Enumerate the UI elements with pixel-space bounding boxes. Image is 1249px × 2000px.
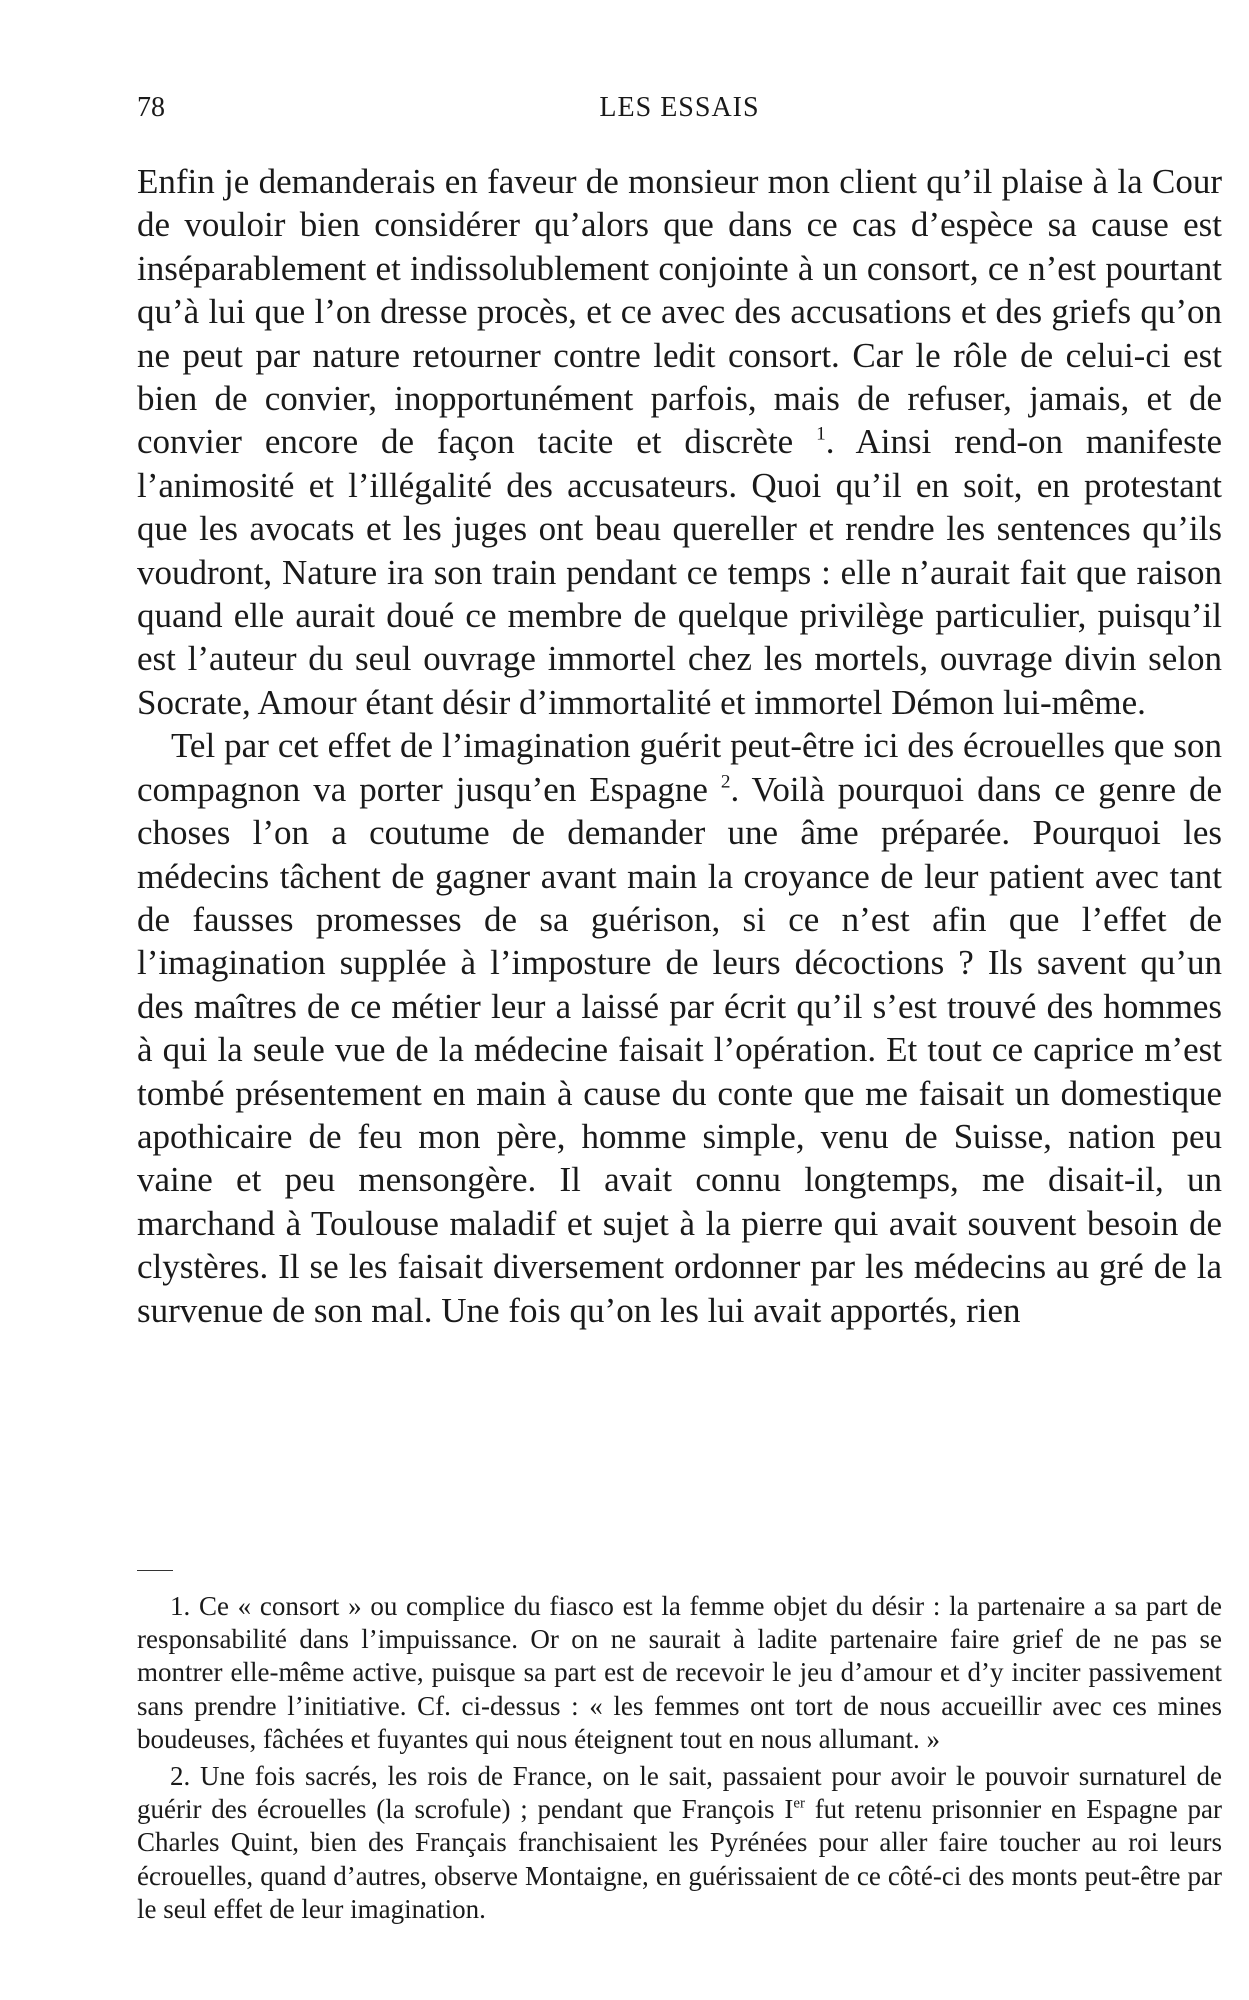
page-header [137,92,1222,126]
paragraph-1-text-a: Enfin je demanderais en faveur de monsieur mon client qu’il plaise à la Cour de vouloir bien considérer qu’alors que dans ce cas d’espèce sa cause est inséparablement et indissolublement conjointe à un consort, ce n’est pourtant qu’à lui que l’on dresse procès, et ce avec des accusations et des griefs qu’on ne peut par nature retourner contre ledit consort. Car le rôle de celui-ci est bien de convier, inopportunément parfois, mais de refuser, jamais, et de convier encore de façon tacite et discrète [137,162,1222,462]
footnote-1: 1. Ce « consort » ou complice du fiasco est la femme objet du désir : la partenaire a sa part de responsabilité dans l’impuissance. Or on ne saurait à ladite partenaire faire grief de ne pas se montrer elle-même active, puisque sa part est de recevoir le jeu d’amour et d’y inciter passivement sans prendre l’initiative. Cf. ci-dessus : « les femmes ont tort de nous accueillir avec ces mines boudeuses, fâchées et fuyantes qui nous éteignent tout en nous allumant. » [137,1591,1222,1754]
main-text [137,160,1222,1332]
footnote-ref-1: 1 [816,423,826,445]
footnote-divider [137,1570,173,1571]
paragraph-1 [137,160,1222,724]
footnote-2-text-b: fut retenu prisonnier en Espagne par Charles Quint, bien des Français franchisaient les Pyrénées pour aller faire toucher au roi leurs écrouelles, quand d’autres, observe Montaigne, en guérissaient de ce côté-ci des monts peut-être par le seul effet de leur imagination. [137,1794,1222,1924]
paragraph-1-text-b: . Ainsi rend-on manifeste l’animosité et l’illégalité des accusateurs. Quoi qu’il en soit, en protestant que les avocats et les juges ont beau quereller et rendre les sentences qu’ils voudront, Nature ira son train pendant ce temps : elle n’aurait fait que raison quand elle aurait doué ce membre de quelque privilège particulier, puisqu’il est l’auteur du seul ouvrage immortel chez les mortels, ouvrage divin selon Socrate, Amour étant désir d’immortalité et immortel Démon lui-même. [137,422,1222,722]
footnote-2-text-a: 2. Une fois sacrés, les rois de France, on le sait, passaient pour avoir le pouvoir surnaturel de guérir des écrouelles (la scrofule) ; pendant que François I [137,1761,1222,1825]
footnotes [137,1590,1222,1926]
running-head: LES ESSAIS [599,92,760,123]
paragraph-2 [137,724,1222,1332]
footnote-ref-2: 2 [720,771,731,793]
footnote-2-superscript: er [793,1795,805,1812]
paragraph-2-text-b: . Voilà pourquoi dans ce genre de choses l’on a coutume de demander une âme préparée. Pourquoi les médecins tâchent de gagner avant main la croyance de leur patient avec tant de fausses promesses de sa guérison, si ce n’est afin que l’effet de l’imagination supplée à l’imposture de leurs décoctions ? Ils savent qu’un des maîtres de ce métier leur a laissé par écrit qu’il s’est trouvé des hommes à qui la seule vue de la médecine faisait l’opération. Et tout ce caprice m’est tombé présentement en main à cause du conte que me faisait un domestique apothicaire de feu mon père, homme simple, venu de Suisse, nation peu vaine et peu mensongère. Il avait connu longtemps, me disait-il, un marchand à Toulouse maladif et sujet à la pierre qui avait souvent besoin de clystères. Il se les faisait diversement ordonner par les médecins au gré de la survenue de son mal. Une fois qu’on les lui avait apportés, rien [137,769,1222,1330]
paragraph-2-text-a: Tel par cet effet de l’imagination guérit peut-être ici des écrouelles que son compagnon va porter jusqu’en Espagne [137,726,1222,809]
footnote-2 [137,1760,1222,1926]
page-number: 78 [137,92,165,123]
